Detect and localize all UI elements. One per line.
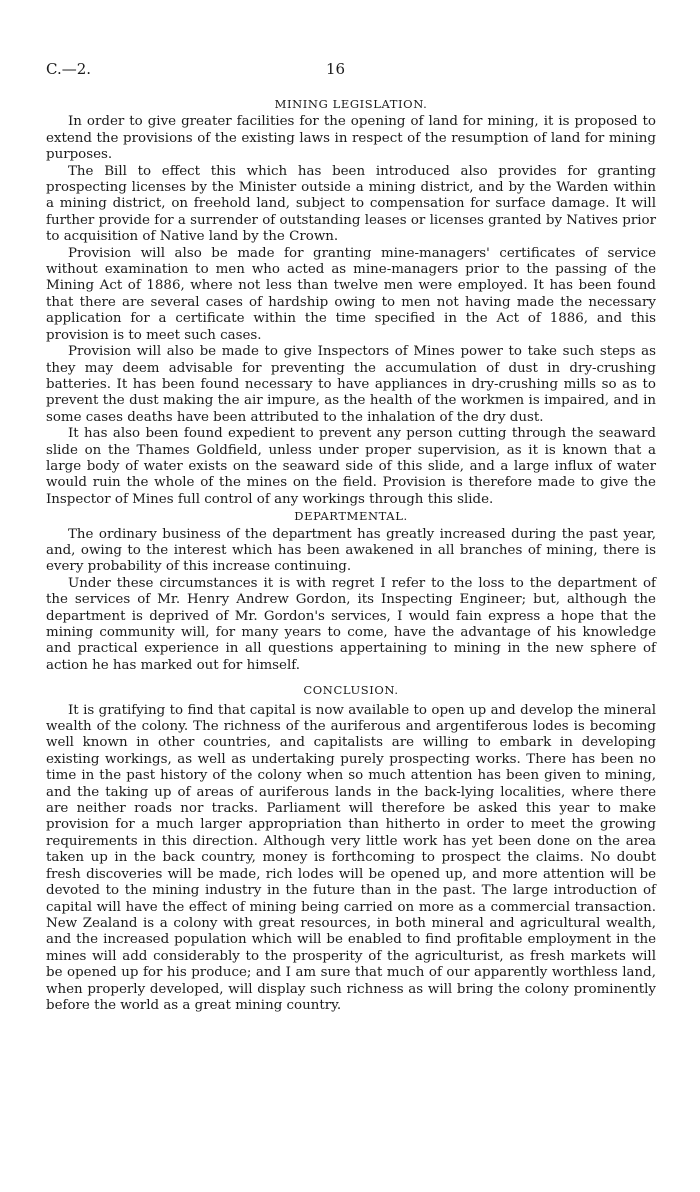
- document-code: C.—2.: [46, 60, 92, 78]
- section-departmental: [46, 508, 656, 674]
- section-conclusion: [46, 682, 656, 1014]
- section-heading: CONCLUSION.: [303, 683, 399, 698]
- paragraph: Provision will also be made for granting mine-managers' certificates of service without examination to men who acted as mine-managers prior to the passing of the Mining Act of 1886, where not less than twelve men were employed. It has been found that there are several cases of hardship owing to men not having made the necessary application for a certificate within the time specified in the Act of 1886, and this provision is to meet such cases.: [46, 245, 656, 343]
- paragraph: It is gratifying to find that capital is now available to open up and develop the mineral wealth of the colony. The richness of the auriferous and argentiferous lodes is becoming well known in other countries, and capitalists are willing to embark in developing existing workings, as well as undertaking purely prospecting works. There has been no time in the past history of the colony when so much attention has been given to mining, and the taking up of areas of auriferous lands in the back-lying localities, where there are neither roads nor tracks. Parliament will therefore be asked this year to make provision for a much larger appropriation than hitherto in order to meet the growing requirements in this direction. Although very little work has yet been done on the area taken up in the back country, money is forthcoming to prospect the claims. No doubt fresh discoveries will be made, rich lodes will be opened up, and more attention will be devoted to the mining industry in the future than in the past. The large introduction of capital will have the effect of mining being carried on more as a commercial transaction. New Zealand is a colony with great resources, in both mineral and agricultural wealth, and the increased population which will be enabled to find profitable employment in the mines will add considerably to the prosperity of the agriculturist, as fresh markets will be opened up for his produce; and I am sure that much of our apparently worthless land, when properly developed, will display such richness as will bring the colony prominently before the world as a great mining country.: [46, 702, 656, 1013]
- paragraph: Provision will also be made to give Inspectors of Mines power to take such steps as they may deem advisable for preventing the accumulation of dust in dry-crushing batteries. It has been found necessary to have appliances in dry-crushing mills so as to prevent the dust making the air impure, as the health of the workmen is impaired, and in some cases deaths have been attributed to the inhalation of the dry dust.: [46, 344, 656, 425]
- page-body: [46, 96, 656, 1014]
- page-number: 16: [326, 60, 346, 78]
- paragraph: The ordinary business of the department has greatly increased during the past year, and, owing to the interest which has been awakened in all branches of mining, there is every probability of this increase continuing.: [46, 526, 656, 575]
- section-heading: DEPARTMENTAL.: [294, 509, 408, 524]
- section-mining-legislation: [46, 96, 656, 508]
- paragraph: In order to give greater facilities for the opening of land for mining, it is proposed to extend the provisions of the existing laws in respect of the resumption of land for mining purposes.: [46, 114, 656, 163]
- paragraph: It has also been found expedient to prevent any person cutting through the seaward slide on the Thames Goldfield, unless under proper supervision, as it is known that a large body of water exists on the seaward side of this slide, and a large influx of water would ruin the whole of the mines on the field. Provision is therefore made to give the Inspector of Mines full control of any workings through this slide.: [46, 426, 656, 507]
- paragraph: Under these circumstances it is with regret I refer to the loss to the department of the services of Mr. Henry Andrew Gordon, its Inspecting Engineer; but, although the department is deprived of Mr. Gordon's services, I would fain express a hope that the mining community will, for many years to come, have the advantage of his knowledge and practical experience in all questions appertaining to mining in the new sphere of action he has marked out for himself.: [46, 575, 656, 673]
- section-heading: MINING LEGISLATION.: [274, 97, 428, 111]
- page-header: [46, 60, 656, 80]
- paragraph: The Bill to effect this which has been introduced also provides for granting prospecting licenses by the Minister outside a mining district, and by the Warden within a mining district, on freehold land, subject to compensation for surface damage. It will further provide for a surrender of outstanding leases or licenses granted by Natives prior to acquisition of Native land by the Crown.: [46, 163, 656, 245]
